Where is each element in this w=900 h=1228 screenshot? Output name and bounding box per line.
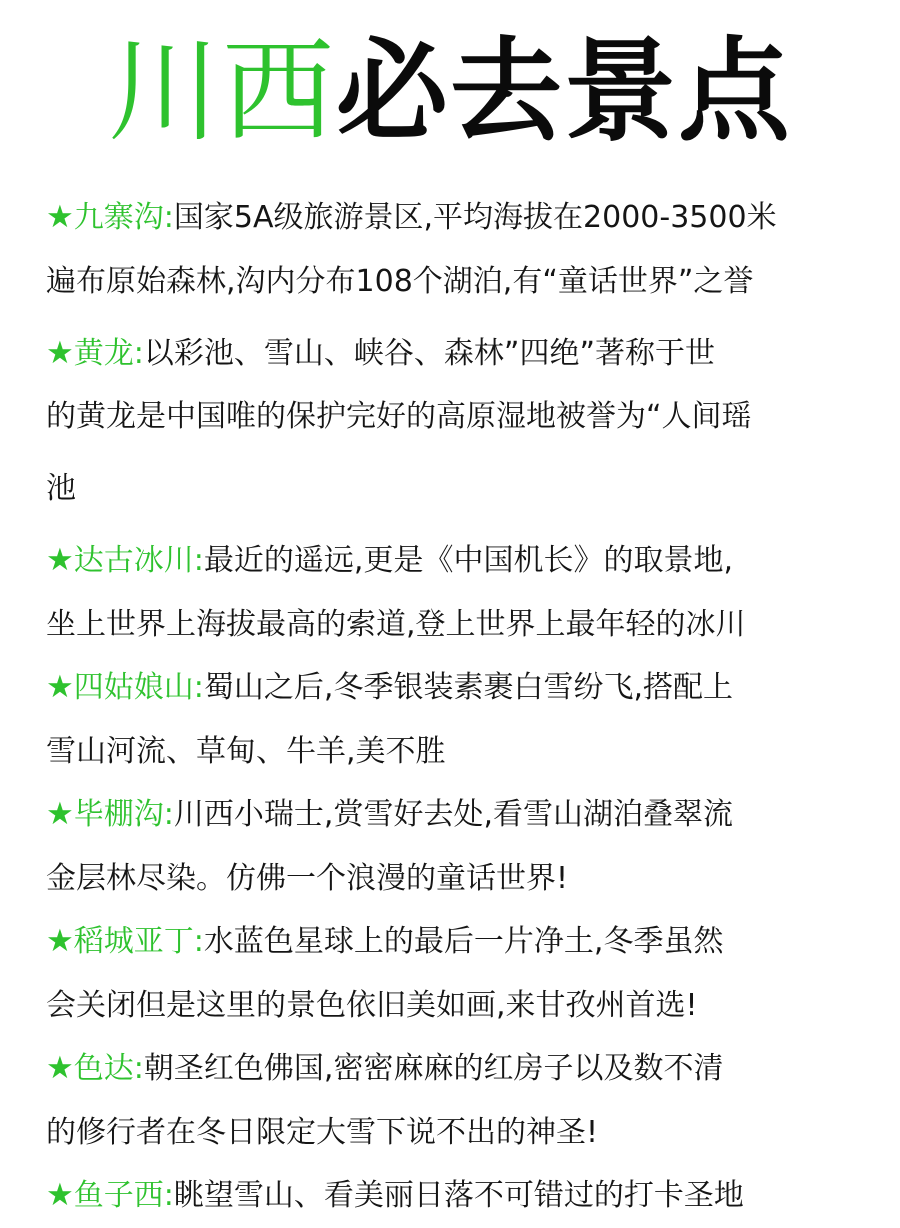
star-icon: ★ [46,669,74,705]
spot-separator: : [193,543,204,578]
spot-entry-jiuzhaigou [46,186,876,250]
spot-separator: : [193,924,204,959]
spot-entry-daocheng-yading [46,910,876,974]
spot-name: 稻城亚丁 [73,924,194,959]
spot-description: 最近的遥远,更是《中国机长》的取景地, [203,543,733,578]
spot-name: 毕棚沟 [73,797,164,832]
spot-description-line: 遍布原始森林,沟内分布108个湖泊,有“童话世界”之誉 [46,263,754,299]
star-icon: ★ [46,1050,74,1086]
spot-description-line: 池 [46,471,76,506]
spot-description-line: 的修行者在冬日限定大雪下说不出的神圣! [46,1114,599,1150]
spot-description: 川西小瑞士,赏雪好去处,看雪山湖泊叠翠流 [173,797,733,832]
spot-description-line: 金层林尽染。仿佛一个浪漫的童话世界! [46,860,569,896]
spot-name: 色达 [73,1051,134,1086]
spot-entry-yuzixi [46,1164,876,1228]
spot-separator: : [163,200,174,235]
spot-description-line: 雪山河流、草甸、牛羊,美不胜 [46,733,446,769]
spot-separator: : [133,1051,144,1086]
star-icon: ★ [46,796,74,832]
spot-name: 达古冰川 [73,543,194,578]
spot-separator: : [163,797,174,832]
spot-name: 黄龙 [73,335,134,371]
spot-description: 眺望雪山、看美丽日落不可错过的打卡圣地 [173,1178,744,1213]
spot-description: 朝圣红色佛国,密密麻麻的红房子以及数不清 [143,1051,724,1086]
spot-description: 水蓝色星球上的最后一片净土,冬季虽然 [203,924,724,959]
spot-entry-bipenggou [46,783,876,847]
star-icon: ★ [46,199,74,235]
star-icon: ★ [46,923,74,959]
page-title [0,22,900,162]
star-icon: ★ [46,334,74,371]
spot-description-line: 的黄龙是中国唯的保护完好的高原湿地被誉为“人间瑶 [46,399,752,434]
title-accent: 川西 [108,27,336,157]
spot-entry-seda [46,1037,876,1101]
spot-entry-huanglong [46,322,876,386]
spot-entry-dagu-glacier [46,529,876,593]
spot-separator: : [193,670,204,705]
spot-separator: : [163,1178,174,1213]
spot-description: 国家5A级旅游景区,平均海拔在2000-3500米 [173,200,777,235]
spot-name: 九寨沟 [73,200,164,235]
spot-description: 以彩池、雪山、峡谷、森林”四绝”著称于世 [143,335,715,371]
spot-separator: : [133,335,144,371]
spot-name: 四姑娘山 [73,670,194,705]
spot-description-line: 坐上世界上海拔最高的索道,登上世界上最年轻的冰川 [46,606,746,642]
title-rest: 必去景点 [336,27,792,157]
spot-description: 蜀山之后,冬季银装素裹白雪纷飞,搭配上 [203,670,733,705]
spot-list [46,186,876,1228]
star-icon: ★ [46,1177,74,1213]
spot-description-line: 会关闭但是这里的景色依旧美如画,来甘孜州首选! [46,987,698,1023]
spot-name: 鱼子西 [73,1178,164,1213]
star-icon: ★ [46,542,74,578]
spot-entry-siguniang [46,656,876,720]
